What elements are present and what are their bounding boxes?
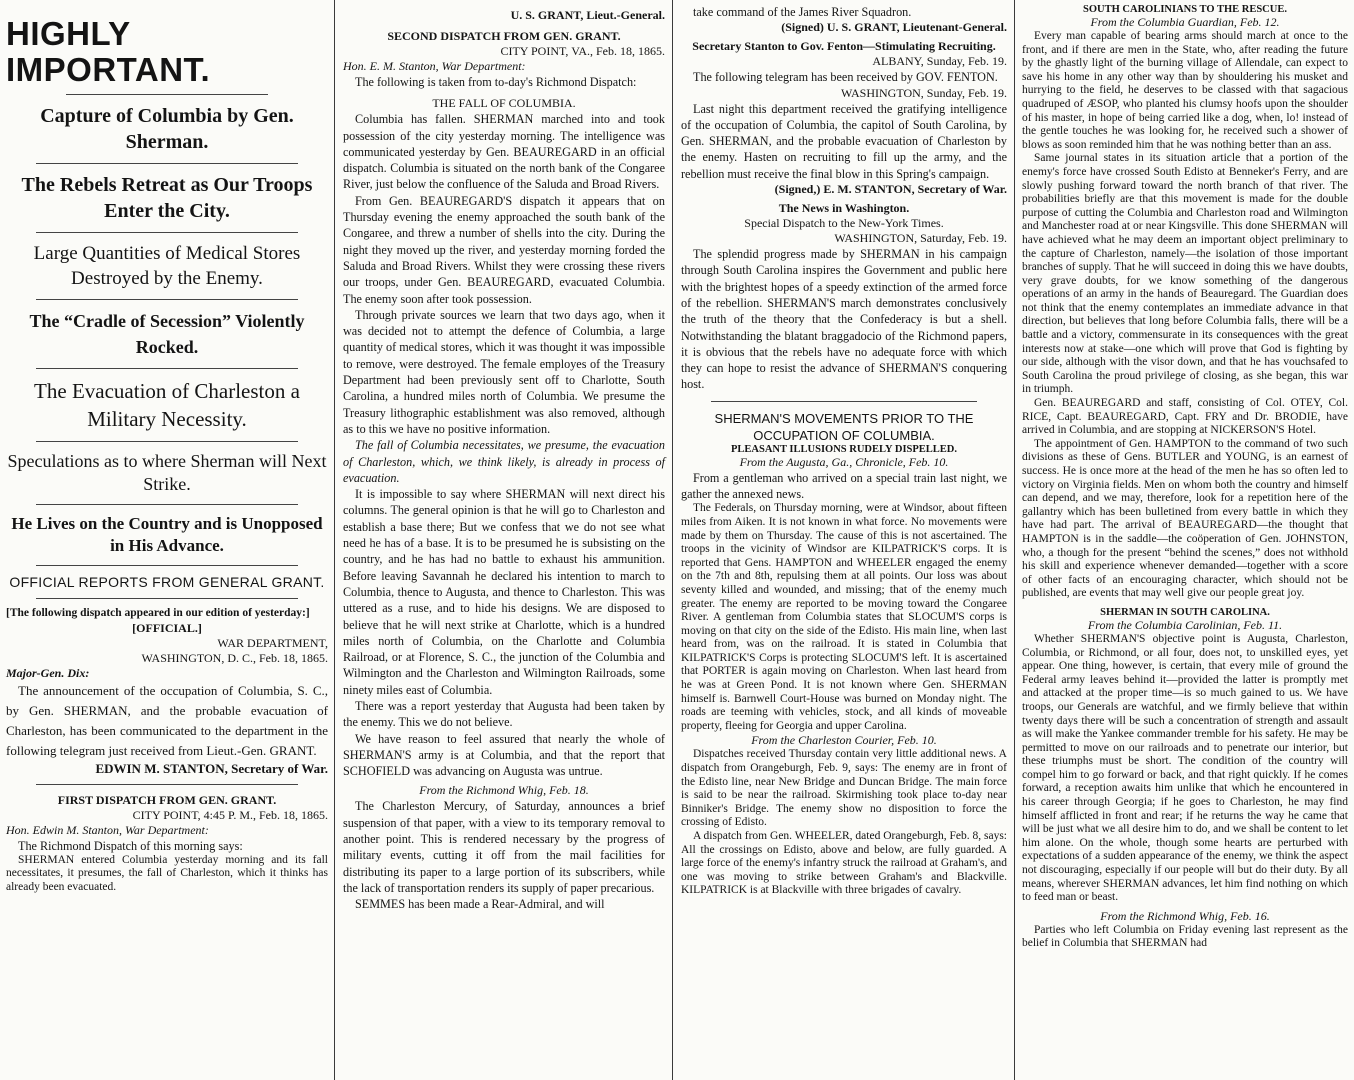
paragraph: The Richmond Dispatch of this morning says:: [18, 838, 243, 853]
editor-note: [The following dispatch appeared in our edition of yesterday:]: [6, 607, 310, 619]
divider: [36, 784, 298, 785]
deck-retreat: The Rebels Retreat as Our Troops Enter the City.: [21, 174, 313, 222]
paragraph: We have reason to feel assured that nearly the whole of SHERMAN'S army is at Columbia, and that the report that SCHOFIELD was advancing on Augusta was untrue.: [343, 731, 665, 779]
salutation: Major-Gen. Dix:: [6, 665, 90, 680]
deck-speculations: Speculations as to where Sherman will Next Strike.: [7, 451, 327, 494]
column-2: [338, 0, 670, 1080]
news-in-washington-heading: The News in Washington.: [778, 201, 910, 216]
source-line: From the Augusta, Ga., Chronicle, Feb. 10.: [739, 454, 949, 469]
paragraph: A dispatch from Gen. WHEELER, dated Orangeburgh, Feb. 8, says: All the crossings on Edisto, above and below, are fully guarded. A large force of the enemy's infantry struck the railroad at Graham's, and one was moving to strike between Graham's and Blackville. KILPATRICK is at Blackville with three brigades of cavalry.: [681, 830, 1007, 897]
divider: [36, 163, 298, 164]
deck-evacuation: The Evacuation of Charleston a Military Necessity.: [34, 379, 300, 431]
deck-cradle: The “Cradle of Secession” Violently Rocked.: [29, 311, 305, 357]
dateline-first-dispatch: CITY POINT, 4:45 P. M., Feb. 18, 1865.: [132, 807, 328, 822]
source-line: From the Columbia Guardian, Feb. 12.: [1090, 15, 1280, 29]
official-label: [OFFICIAL.]: [132, 620, 202, 635]
paragraph: It is impossible to say where SHERMAN will next direct his columns. The general opinion is that he will go to Charleston and establish a base there; But we confess that we do not see what need he has of a base. It is to be presumed he is subsisting on the country, and he has had no battle to exhaust his ammunition. Before leaving Savannah he declared his intention to march to Columbia, thence to Augusta, and thence to Charleston. This was uttered as a ruse, and to hide his designs. We are disposed to believe that he will next strike at Charlotte, which is a hundred miles north of Columbia, on the Charlotte and Columbia Railroad, or at Florence, S. C., the junction of the Columbia and Wilmington and the Charleston and Wilmington Railroads, some ninety miles east of Columbia.: [343, 487, 665, 697]
paragraph: Same journal states in its situation article that a portion of the enemy's force have crossed South Edisto at Benneker's Ferry, and are slowly pushing forward toward the north branch of that river. The probabilities briefly are that this movement is made for the double purpose of cutting the Columbia and Charleston road and Wilmington and Manchester road at or near Kingsville. This done SHERMAN will have achieved what he may deem an important object preliminary to the capture of Charleston, namely—the isolation of those important branches of supply. That he will succeed in doing this we have doubts, very grave doubts, for we know something of the dangerous operations of an army in the hands of Beauregard. The Guardian does not think that the enemy contemplates an immediate advance in that direction, but believes that long before Columbia falls, there will be a battle and a victory, commensurate in its consequences with the great interests now at stake—one which will prove that God is fighting by our side, although with the visor down, and that he has vouchsafed to South Carolina the proud privilege of closing, as she began, this war in triumph.: [1022, 152, 1348, 396]
divider: [36, 598, 298, 599]
signature-grant: U. S. GRANT, Lieut.-General.: [510, 8, 665, 22]
sherman-movements-heading: SHERMAN'S MOVEMENTS PRIOR TO THE OCCUPATION OF COLUMBIA.: [714, 410, 974, 443]
paragraph: The Charleston Mercury, of Saturday, announces a brief suspension of that paper, with a view to its temporary removal to another point. This is rendered necessary by the progress of military events, cutting it off from the mail facilities for distributing its paper to a large portion of its subscribers, while the lack of transportation renders its supply of paper precarious.: [343, 799, 665, 895]
dateline: ALBANY, Sunday, Feb. 19.: [872, 54, 1007, 69]
deck-medical: Large Quantities of Medical Stores Destroyed by the Enemy.: [33, 243, 301, 289]
source-line: From the Richmond Whig, Feb. 18.: [419, 783, 589, 798]
paragraph: Parties who left Columbia on Friday evening last represent as the belief in Columbia that SHERMAN had: [1022, 923, 1348, 950]
paragraph: From Gen. BEAUREGARD'S dispatch it appears that on Thursday evening the enemy approached the south bank of the Congaree, and threw a number of shells into the city. During the night they moved up the river, and yesterday morning forded the Saluda and Broad Rivers. Whilst they were crossing these rivers our troops, under Gen. BEAUREGARD, evacuated Columbia. The enemy soon after took possession.: [343, 193, 665, 306]
divider: [66, 94, 268, 95]
paragraph: The following telegram has been received by GOV. FENTON.: [693, 70, 998, 85]
paragraph: Every man capable of bearing arms should march at once to the front, and if there are men in the State, who, after reading the future by the ghastly light of the burning village of Allendale, can expect to save his home in any other way than by shouldering his musket and hurrying to the field, he deserves to be classed with that sagacious quadruped of ÆSOP, who planted his clumsy hoofs upon the shoulder of his master, in hope of being carried like a dog, when, lo! instead of the gentle touches he was looking for, he received such a shower of blows as soon reminded him that he was nothing better than an ass.: [1022, 30, 1348, 151]
divider: [711, 401, 977, 402]
column-rule: [672, 0, 673, 1080]
paragraph: Through private sources we learn that two days ago, when it was decided not to attempt the defence of Columbia, a large quantity of medical stores, which it was thought it was impossible to remove, were destroyed. The female employes of the Treasury Department had been previously sent off to Charlotte, South Carolina, a hundred miles north of Columbia. We presume the Treasury lithographic establishment was also removed, although as to this we have no positive information.: [343, 307, 665, 436]
paragraph: Dispatches received Thursday contain very little additional news. A dispatch from Orangeburgh, Feb. 9, says: The enemy are in front of the Edisto line, near New Bridge and Duncan Bridge. The main force is said to be near the railroad. Skirmishing took place to-day near Binniker's Bridge. The enemy show no disposition to force the crossing of Edisto.: [681, 748, 1007, 829]
divider: [36, 368, 298, 369]
paragraph: The appointment of Gen. HAMPTON to the command of two such divisions as these of Gens. BUTLER and YOUNG, is an earnest of success. He is once more at the head of the men he has so often led to victory on Virginia fields. Men on whom both the country and himself can depend, and we may, therefore, look for a repetition here of the gallantry which has been bulletined from every battle in which they have had part. The arrival of BEAUREGARD—the thought that HAMPTON is in the saddle—the coöperation of Gen. JOHNSTON, who, a though for the present “behind the scenes,” does not withhold his skill and experience whenever demanded—together with a score of other facts of an encouraging character, which should not be published, are events that may well give our people great joy.: [1022, 437, 1348, 600]
stanton-fenton-heading: Secretary Stanton to Gov. Fenton—Stimulating Recruiting.: [692, 39, 996, 54]
signature-stanton: (Signed,) E. M. STANTON, Secretary of War.: [774, 182, 1007, 197]
pleasant-illusions-subheading: PLEASANT ILLUSIONS RUDELY DISPELLED.: [730, 443, 958, 455]
column-1: [2, 0, 332, 1080]
paragraph: Last night this department received the gratifying intelligence of the occupation of Columbia, the capitol of South Carolina, by Gen. SHERMAN, and the probable evacuation of Charleston by the enemy. Hasten on recruiting to fill up the army, and the rebellion must receive the final blow in this Spring's campaign.: [681, 101, 1007, 181]
divider: [36, 504, 298, 505]
paragraph: SHERMAN entered Columbia yesterday morning and its fall necessitates, it presumes, the fall of Charleston, which it thinks has already been evacuated.: [6, 853, 328, 894]
paragraph: Whether SHERMAN'S objective point is Augusta, Charleston, Columbia, or Richmond, or all four, does not, to unskilled eyes, yet appear. One thing, however, is certain, that every mile of ground the Federal army leaves behind it—provided the latter is promptly met and attacked at the proper time—is so much gained to us. We have troops, our Generals are watchful, and we firmly believe that within twenty days there will be such a concentration of strength and assault as will make the Yankee commander tremble for his safety. He may be permitted to move on our railroads and to penetrate our interior, but these triumphs must be short. The condition of the country will compel him to go forward or back, and that right quickly. If he comes forward, a reception awaits him unlike that which he encountered in his career through Georgia; if he goes to Charleston, he may find himself afflicted in front and rear; if he returns the way he came that will be just what we all desire him to do, and we shall be content to let him alone. On the whole, though some hearts are perturbed with expectations of a sudden appearance of the enemy, we think the aspect not discouraging, especially if our people will but do their duty. By all means, wherever SHERMAN advances, let him find nothing on which to feed man or beast.: [1022, 632, 1348, 904]
paragraph: Columbia has fallen. SHERMAN marched into and took possession of the city yesterday morning. The intelligence was communicated yesterday by Gen. BEAUREGARD in an official dispatch. Columbia is situated on the north bank of the Congaree River, just below the confluence of the Saluda and Broad Rivers.: [343, 112, 665, 192]
paragraph: take command of the James River Squadron.: [693, 5, 912, 19]
first-dispatch-heading: FIRST DISPATCH FROM GEN. GRANT.: [57, 792, 277, 807]
source-line: From the Charleston Courier, Feb. 10.: [751, 733, 937, 748]
paragraph: The fall of Columbia necessitates, we presume, the evacuation of Charleston, which, we think likely, is already in process of evacuation.: [343, 438, 665, 485]
second-dispatch-heading: SECOND DISPATCH FROM GEN. GRANT.: [387, 29, 621, 43]
source-line: From the Richmond Whig, Feb. 16.: [1100, 908, 1270, 923]
column-4: [1018, 0, 1352, 1080]
column-rule: [334, 0, 335, 1080]
divider: [36, 232, 298, 233]
dateline-department: WAR DEPARTMENT,: [217, 635, 328, 650]
signature: EDWIN M. STANTON, Secretary of War.: [95, 760, 328, 776]
dateline: WASHINGTON, Sunday, Feb. 19.: [841, 85, 1007, 100]
divider: [36, 441, 298, 442]
divider: [36, 299, 298, 300]
paragraph: SEMMES has been made a Rear-Admiral, and will: [355, 897, 605, 912]
paragraph: From a gentleman who arrived on a special train last night, we gather the annexed news.: [681, 470, 1007, 502]
paragraph: There was a report yesterday that Augusta had been taken by the enemy. This we do not believe.: [343, 698, 665, 730]
paragraph: Gen. BEAUREGARD and staff, consisting of Col. OTEY, Col. RICE, Capt. BEAUREGARD, Capt. FRY and Dr. BRODIE, have arrived in Columbia, and are stopping at NICKERSON'S Hotel.: [1022, 397, 1348, 437]
paragraph: The Federals, on Thursday morning, were at Windsor, about fifteen miles from Aiken. It is not known in what force. No movements were made by them on Thursday. The cause of this is not ascertained. The troops in the vicinity of Windsor are KILPATRICK'S corps. It is reported that Gens. HAMPTON and WHEELER engaged the enemy on the 7th and 8th, repulsing them at all points. Our loss was about seventy killed and wounded, and missing; that of the enemy much greater. The enemy are reported to be moving toward the Congaree River. A gentleman from Columbia states that SLOCUM'S corps is moving on that city on the side of the Edisto. His main line, when last heard from, was on the railroad. It is stated in Columbia that KILPATRICK'S Corps is protecting SLOCUM'S left. It is ascertained that PORTER is again moving on Charleston. When last heard from he was at Green Pond. It is not known where Gen. SHERMAN himself is. Barnwell Court-House was burned on Monday night. The roads are teeming with vehicles, stock, and all kinds of moveable property, fleeing for Georgia and upper Carolina.: [681, 502, 1007, 732]
divider: [36, 565, 298, 566]
deck-lives: He Lives on the Country and is Unopposed in His Advance.: [11, 514, 323, 555]
south-carolinians-heading: SOUTH CAROLINIANS TO THE RESCUE.: [1083, 4, 1287, 15]
paragraph: The splendid progress made by SHERMAN in his campaign through South Carolina inspires the Government and public here with the brightest hopes of a speedy extinction of the armed force of the rebellion. SHERMAN'S march demonstrates conclusively the truth of the theory that the Confederacy is but a shell. Notwithstanding the blatant braggadocio of the Richmond papers, it is obvious that the rebels have no adequate force with which they can hope to resist the advance of SHERMAN'S conquering host.: [681, 247, 1007, 392]
dateline-place: WASHINGTON, D. C., Feb. 18, 1865.: [141, 650, 328, 665]
deck-capture: Capture of Columbia by Gen. Sherman.: [40, 105, 294, 153]
dateline: CITY POINT, VA., Feb. 18, 1865.: [500, 44, 665, 58]
column-rule: [1014, 0, 1015, 1080]
paragraph: The following is taken from to-day's Richmond Dispatch:: [355, 75, 637, 89]
dateline: WASHINGTON, Saturday, Feb. 19.: [834, 231, 1007, 246]
signature-grant: (Signed) U. S. GRANT, Lieutenant-General.: [781, 20, 1007, 35]
deck-official-reports: OFFICIAL REPORTS FROM GENERAL GRANT.: [9, 574, 325, 590]
salutation: Hon. E. M. Stanton, War Department:: [343, 59, 526, 73]
source-line: From the Columbia Carolinian, Feb. 11.: [1087, 617, 1283, 632]
paragraph: The announcement of the occupation of Columbia, S. C., by Gen. SHERMAN, and the probable evacuation of Charleston, has been communicated to the department in the following telegram just received from Lieut.-Gen. GRANT.: [6, 682, 328, 758]
column-3: [676, 0, 1012, 1080]
fall-of-columbia-heading: THE FALL OF COLUMBIA.: [432, 96, 576, 111]
headline: HIGHLY IMPORTANT.: [6, 15, 211, 88]
sherman-in-sc-heading: SHERMAN IN SOUTH CAROLINA.: [1100, 606, 1270, 618]
salutation-first-dispatch: Hon. Edwin M. Stanton, War Department:: [6, 822, 209, 837]
special-dispatch-line: Special Dispatch to the New-York Times.: [744, 216, 944, 231]
